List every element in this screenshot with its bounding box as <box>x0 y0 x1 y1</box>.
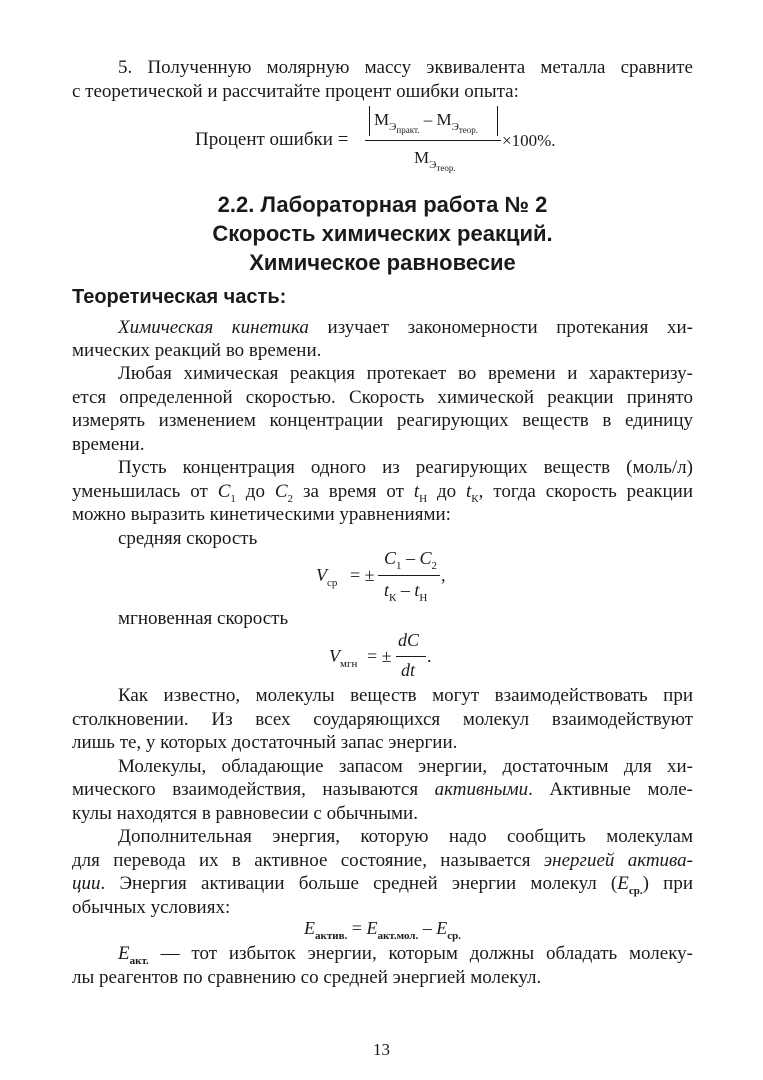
formula-error-lhs: Процент ошибки = <box>195 129 349 150</box>
theory-heading: Теоретическая часть: <box>72 286 287 308</box>
paragraph-4-line1: Как известно, молекулы веществ могут взаимодействовать при <box>118 685 693 706</box>
paragraph-3-line2: уменьшилась от $C_1$ до $C_2$ за время от $t_Н$ до $t_К$, тогда скорость реакции <box>72 481 693 505</box>
paragraph-6-line2: для перевода их в активное состояние, называется энергией актива- <box>72 850 693 871</box>
paragraph-7-line2: лы реагентов по сравнению со средней энергией молекул. <box>72 967 542 988</box>
section-title-line2: Скорость химических реакций. <box>212 221 553 246</box>
section-title-line3: Химическое равновесие <box>249 250 516 275</box>
paragraph-5-line2: мического взаимодействия, называются активными. Активные моле- <box>72 779 693 800</box>
paragraph-5-line3: кулы находятся в равновесии с обычными. <box>72 803 418 824</box>
paragraph-1-line1: Химическая кинетика изучает закономерности протекания хи- <box>118 317 693 338</box>
paragraph-3-line1: Пусть концентрация одного из реагирующих веществ (моль/л) <box>118 457 693 478</box>
paragraph-2-line2: ется определенной скоростью. Скорость химической реакции принято <box>72 387 693 408</box>
paragraph-2-line3: измерять изменением концентрации реагирующих веществ в единицу <box>72 410 693 431</box>
avg-speed-label: средняя скорость <box>118 528 258 549</box>
formula-activation: $E_{актив.} = E_{акт.мол.} - E_{ср.}$ <box>304 918 461 942</box>
paragraph-2-line4: времени. <box>72 434 145 455</box>
paragraph-2-line1: Любая химическая реакция протекает во времени и характеризу- <box>118 363 693 384</box>
inst-speed-label: мгновенная скорость <box>118 608 289 629</box>
paragraph-6-line3: ции. Энергия активации больше средней энергии молекул $(E_{ср.})$ при <box>72 873 693 897</box>
formula-error-numerator: $М_{Эпракт.} - М_{Этеор.}$ <box>374 110 479 135</box>
item5-line1: 5. Полученную молярную массу эквивалента металла сравните <box>118 57 693 78</box>
formula-error-denominator: $М_{Этеор.}$ <box>414 148 456 173</box>
section-title-line1: 2.2. Лабораторная работа № 2 <box>217 192 548 217</box>
item5-line2: с теоретической и рассчитайте процент ошибки опыта: <box>72 81 519 102</box>
paragraph-1-line2: мических реакций во времени. <box>72 340 322 361</box>
formula-error-times: ×100%. <box>502 131 556 150</box>
paragraph-7-line1: $E_{акт.}$ — тот избыток энергии, которым должны обладать молеку- <box>118 943 693 967</box>
paragraph-6-line4: обычных условиях: <box>72 897 231 918</box>
paragraph-5-line1: Молекулы, обладающие запасом энергии, достаточным для хи- <box>118 756 693 777</box>
page-number: 13 <box>373 1040 390 1059</box>
paragraph-6-line1: Дополнительная энергия, которую надо сообщить молекулам <box>118 826 693 847</box>
paragraph-4-line2: столкновении. Из всех соударяющихся молекул взаимодействуют <box>72 709 693 730</box>
paragraph-4-line3: лишь те, у которых достаточный запас энергии. <box>72 732 458 753</box>
paragraph-3-line3: можно выразить кинетическими уравнениями: <box>72 504 451 525</box>
